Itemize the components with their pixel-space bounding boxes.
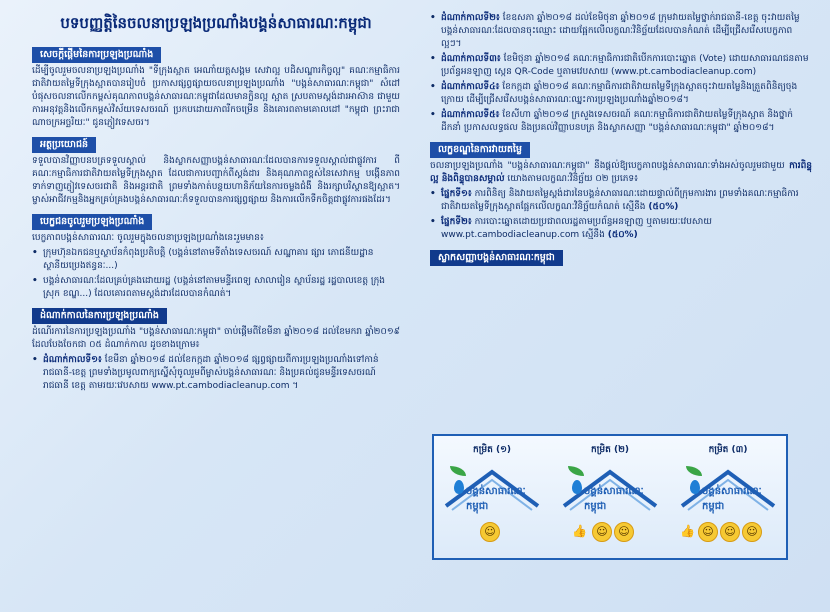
evaluation-item-label: ផ្នែកទី២៖	[441, 217, 472, 227]
water-drop-icon	[572, 480, 582, 494]
water-drop-icon	[454, 480, 464, 494]
timeline-stage	[430, 81, 812, 107]
participants-heading: បេក្ខជនចូលរួមប្រឡងប្រណាំង	[32, 214, 152, 230]
timeline-intro: ដំណើរការនៃការប្រឡងប្រណាំង "បង្គន់សាធារណៈកម្ពុជា" ចាប់ផ្តើមពីខែមីនា ឆ្នាំ២០១៨ ដល់ខែមករា ឆ្នាំ២០១៩ ដែលបែងចែកជា ០៥ ដំណាក់កាល ដូចខាងក្រោម៖	[32, 327, 400, 350]
stage-label: ដំណាក់កាលទី២៖	[441, 13, 500, 23]
stage-text: ខែសីហា ឆ្នាំ២០១៨ ក្រសួងទេសចរណ៍ គណៈកម្មាធិការជាតិវាយតម្លៃទីក្រុងស្អាត និងថ្នាក់ដឹកនាំ ប្រកាសលទ្ធផល និងប្រគល់វិញ្ញាបនបត្រ និងស្លាកសញ្ញា "បង្គន់សាធារណៈកម្ពុជា" ឆ្នាំ២០១៨។	[441, 110, 794, 133]
stage-text: ខែឧសភា ឆ្នាំ២០១៨ ដល់ខែមិថុនា ឆ្នាំ២០១៨ ក្រុមវាយតម្លៃថ្នាក់រាជធានី-ខេត្ត ចុះវាយតម្លៃបង្គន់សាធារណៈដែលបានចុះឈ្មោះ ដោយផ្អែកលើលក្ខណៈវិនិច្ឆ័យដែលបានកំណត់ ដើម្បីជ្រើសរើសបេក្ខភាពល្អៗ។	[441, 13, 800, 49]
badge-brand: បង្គន់សាធារណៈកម្ពុជា	[466, 486, 526, 512]
badge-brand: បង្គន់សាធារណៈកម្ពុជា	[584, 486, 644, 512]
background-heading: សេចក្តីផ្តើមនៃការប្រឡងប្រណាំង	[32, 47, 161, 63]
participant-item: • បង្គន់សាធារណៈដែលគ្រប់គ្រងដោយរដ្ឋ (បង្គន់នៅតាមមន្ទីរពេទ្យ សាលារៀន ស្ថាប័នរដ្ឋ រដ្ឋបាលខេត្ត ក្រុង ស្រុក ខណ្ឌ...) ដែលគោរពតាមស្តង់ដារដែលបានកំណត់។	[32, 275, 400, 301]
page-title: បទបញ្ញត្តិនៃចលនាប្រឡងប្រណាំងបង្គន់សាធារណៈកម្ពុជា	[60, 14, 372, 32]
evaluation-item	[430, 188, 812, 214]
badge-card	[558, 444, 662, 552]
badge-card	[676, 444, 780, 552]
objective-heading: អត្ថប្រយោជន៍	[32, 137, 96, 153]
stage-label: ដំណាក់កាលទី៥៖	[441, 110, 500, 120]
evaluation-intro	[430, 160, 812, 186]
evaluation-item-pct: (៥០%)	[607, 230, 638, 240]
badge-level: កម្រិត (១)	[473, 445, 511, 455]
stage-text: ខែមីនា ឆ្នាំ២០១៨ ដល់ខែកក្កដា ឆ្នាំ២០១៨ ផ្សព្វផ្សាយពីការប្រឡងប្រណាំងទៅកាន់រាជធានី-ខេត្ត ព្រមទាំងប្រមូលពាក្យស្នើសុំចូលរួមពីម្ចាស់បង្គន់សាធារណៈ និងប្រគល់ជូនមន្ទីរទេសចរណ៍រាជធានី ខេត្ត តាមរយៈវេបសាយ www.pt.cambodiacleanup.com ។	[43, 355, 379, 391]
participants-intro: បេក្ខភាពបង្គន់សាធារណៈ ចូលរួមក្នុងចលនាប្រឡងប្រណាំងនេះរួមមាន៖	[32, 233, 264, 243]
badges-panel	[432, 434, 788, 560]
water-drop-icon	[690, 480, 700, 494]
smiley-icon: ☺	[592, 522, 612, 542]
stage-label: ដំណាក់កាលទី៤៖	[441, 82, 500, 92]
smiley-icon: ☺	[480, 522, 500, 542]
thumbs-up-icon: 👍	[680, 524, 695, 538]
objective-text: ទទួលបានវិញ្ញាបនបត្រទទួលស្គាល់ និងស្លាកសញ្ញាបង្គន់សាធារណៈដែលបានការទទួលស្គាល់ជាផ្លូវការ ពីគណៈកម្មាធិការជាតិវាយតម្លៃទីក្រុងស្អាត ដែលជាការបញ្ជាក់ពីស្តង់ដារ និងគុណភាពខ្ពស់នៃសេវាកម្ម បង្កើនភាពទាក់ទាញភ្ញៀវទេសចរជាតិ និងអន្តរជាតិ ព្រមទាំងកាត់បន្ថយហានិភ័យនៃការចម្លងជំងឺ និងរក្សាបរិស្ថានឱ្យស្អាត។ ម្ចាស់អាជីវកម្មនិងអ្នកគ្រប់គ្រងបង្គន់សាធារណៈក៏ទទួលបានការផ្សព្វផ្សាយ និងការលើកទឹកចិត្តជាផ្លូវការផងដែរ។	[32, 156, 400, 205]
smiley-icon: ☺	[720, 522, 740, 542]
timeline-stage	[430, 109, 812, 135]
evaluation-item-label: ផ្នែកទី១៖	[441, 189, 472, 199]
timeline-stage	[430, 12, 812, 51]
badges-heading: ស្លាកសញ្ញាបង្គន់សាធារណៈកម្ពុជា	[430, 250, 563, 266]
thumbs-up-icon: 👍	[572, 524, 587, 538]
badge-level: កម្រិត (២)	[591, 445, 629, 455]
smiley-icon: ☺	[614, 522, 634, 542]
stage-label: ដំណាក់កាលទី៣៖	[441, 54, 501, 64]
evaluation-intro-bold: ការពិន្ទុល្អ និងពិន្ទុបានសម្គាល់	[430, 161, 812, 184]
evaluation-item-text: ការបោះឆ្នោតដោយប្រជាពលរដ្ឋតាមប្រព័ន្ធអនឡាញ ឬតាមរយៈវេបសាយ www.pt.cambodiacleanup.com ស្មើនឹង	[441, 217, 712, 240]
evaluation-intro-text2: យោងតាមលក្ខណៈវិនិច្ឆ័យ ០២ ប្រភេទ៖	[507, 174, 639, 184]
evaluation-item	[430, 216, 812, 242]
participant-item: • ក្រុមហ៊ុនឯកជនឬស្ថាប័នកំពុងប្រតិបត្តិ (បង្គន់នៅតាមទីតាំងទេសចរណ៍ សណ្ឋាគារ ផ្សារ ភោជនីយដ្ឋាន ស្ថានីយប្រេងឥន្ធនៈ...)	[32, 247, 400, 273]
badge-level: កម្រិត (៣)	[708, 445, 748, 455]
evaluation-item-text: ការពិនិត្យ និងវាយតម្លៃស្តង់ដារនៃបង្គន់សាធារណៈដោយផ្ទាល់ពីក្រុមការងារ ព្រមទាំងគណៈកម្មាធិការជាតិវាយតម្លៃទីក្រុងស្អាតផ្អែកលើលក្ខណៈវិនិច្ឆ័យកំណត់ ស្មើនឹង	[441, 189, 799, 212]
background-text: ដើម្បីចូលរួមចលនាប្រឡងប្រណាំង "ទីក្រុងស្អាត អេណាំយត្តសង្គម សេវាល្អ បដិសណ្ឋារកិច្ចល្អ" គណៈកម្មាធិការជាតិវាយតម្លៃទីក្រុងស្អាតបានរៀបចំ ប្រកាសផ្សព្វផ្សាយចលនាប្រឡងប្រណាំង "បង្គន់សាធារណៈកម្ពុជា" សំដៅបំផុសចលនាលើកកម្ពស់គុណភាពបង្គន់សាធារណៈកម្ពុជាដែលមានក្លិនល្អ ស្អាត ស្របតាមស្តង់ដារអាស៊ាន ជាមួយការអនុវត្តនិងលើកកម្ពស់វិស័យទេសចរណ៍ ប្រកបដោយភាពរីកចម្រើន និងគោរពតាមគោលដៅ "កម្ពុជា ព្រះរាជាណាចក្រអច្ឆរិយៈ" ជូនភ្ញៀវទេសចរ។	[32, 66, 400, 128]
timeline-stage	[430, 53, 812, 79]
smiley-icon: ☺	[698, 522, 718, 542]
badge-card	[440, 444, 544, 552]
badge-brand: បង្គន់សាធារណៈកម្ពុជា	[702, 486, 762, 512]
stage-label: ដំណាក់កាលទី១៖	[43, 355, 102, 365]
timeline-heading: ដំណាក់កាលនៃការប្រឡងប្រណាំង	[32, 308, 167, 324]
stage-text: ខែកក្កដា ឆ្នាំ២០១៨ គណៈកម្មាធិការជាតិវាយតម្លៃទីក្រុងស្អាតចុះវាយតម្លៃនិងត្រួតពិនិត្យចុងក្រោយ ដើម្បីជ្រើសរើសបង្គន់សាធារណៈឈ្នះការប្រឡងប្រណាំងឆ្នាំ២០១៨។	[441, 82, 798, 105]
evaluation-heading: លក្ខខណ្ឌនៃការវាយតម្លៃ	[430, 142, 530, 158]
evaluation-intro-text: ចលនាប្រឡងប្រណាំង "បង្គន់សាធារណៈកម្ពុជា" នឹងផ្តល់ឱ្យបេក្ខភាពបង្គន់សាធារណៈទាំងអស់ចូលរួមជាមួយ	[430, 161, 785, 171]
left-column	[0, 0, 414, 612]
timeline-stage	[32, 354, 400, 393]
smiley-icon: ☺	[742, 522, 762, 542]
stage-text: ខែមិថុនា ឆ្នាំ២០១៨ គណៈកម្មាធិការជាតិបើកការបោះឆ្នោត (Vote) ដោយសាធារណជនតាមប្រព័ន្ធអនឡាញ ស្កេន QR-Code ឬតាមវេបសាយ (www.pt.cambodiacleanup.com)	[441, 54, 809, 77]
evaluation-item-pct: (៥០%)	[648, 202, 679, 212]
